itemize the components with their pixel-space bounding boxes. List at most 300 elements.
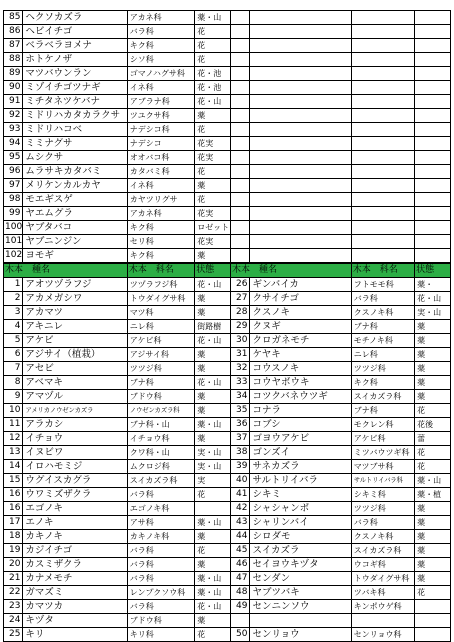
empty-cell — [250, 123, 351, 137]
row-number: 94 — [4, 137, 23, 151]
row-number: 8 — [4, 376, 23, 390]
status-cell: 薬 — [415, 558, 451, 572]
empty-cell — [415, 207, 451, 221]
empty-cell — [231, 249, 250, 264]
right-name-header: 木本 種名 — [231, 263, 352, 278]
family-name: カキノキ科 — [127, 530, 195, 544]
row-number: 37 — [231, 432, 250, 446]
row-number: 95 — [4, 151, 23, 165]
species-name: アカマツ — [23, 306, 127, 320]
empty-cell — [231, 53, 250, 67]
family-name: ブドウ科 — [127, 390, 195, 404]
species-name: ヨモギ — [23, 249, 127, 264]
status-cell: 薬・ — [415, 278, 451, 292]
species-name: メリケンカルカヤ — [23, 179, 127, 193]
empty-cell — [415, 221, 451, 235]
family-name: スイカズラ科 — [127, 474, 195, 488]
species-name: ホトケノザ — [23, 53, 127, 67]
status-cell: 薬 — [195, 530, 231, 544]
row-number: 86 — [4, 25, 23, 39]
status-cell: 花・池 — [195, 67, 231, 81]
empty-cell — [351, 193, 414, 207]
empty-cell — [250, 25, 351, 39]
empty-cell — [351, 179, 414, 193]
row-number: 16 — [4, 488, 23, 502]
species-name: ゴンズイ — [250, 446, 351, 460]
status-cell: 薬 — [195, 348, 231, 362]
row-number: 18 — [4, 530, 23, 544]
empty-cell — [250, 165, 351, 179]
family-name: バラ科 — [127, 488, 195, 502]
species-name: ケヤキ — [250, 348, 351, 362]
species-name: アジサイ（植栽） — [23, 348, 127, 362]
row-number: 44 — [231, 530, 250, 544]
table-row — [4, 249, 451, 264]
empty-cell — [231, 179, 250, 193]
empty-cell — [250, 81, 351, 95]
species-name: スイカズラ — [250, 544, 351, 558]
species-name: アメリカノウゼンカズラ — [23, 404, 127, 418]
species-name: エゴノキ — [23, 502, 127, 516]
species-name: アラカシ — [23, 418, 127, 432]
family-name: モチノキ科 — [351, 334, 414, 348]
species-sheet — [3, 10, 451, 642]
family-name: ブドウ科 — [127, 614, 195, 628]
row-number: 20 — [4, 558, 23, 572]
table-row — [4, 530, 451, 544]
table-row — [4, 207, 451, 221]
family-name: アブラナ科 — [127, 95, 195, 109]
row-number: 46 — [231, 558, 250, 572]
species-name: シロダモ — [250, 530, 351, 544]
family-name: トウダイグサ科 — [351, 572, 414, 586]
table-row — [4, 67, 451, 81]
empty-cell — [415, 39, 451, 53]
family-name: トウダイグサ科 — [127, 292, 195, 306]
species-name: センリョウ — [250, 628, 351, 642]
empty-cell — [415, 137, 451, 151]
empty-cell — [250, 193, 351, 207]
status-cell: 花 — [195, 53, 231, 67]
table-row — [4, 446, 451, 460]
status-cell: 薬 — [415, 320, 451, 334]
family-name: アケビ科 — [127, 334, 195, 348]
row-number: 93 — [4, 123, 23, 137]
family-name: ツユクサ科 — [127, 109, 195, 123]
empty-cell — [250, 39, 351, 53]
row-number: 40 — [231, 474, 250, 488]
status-cell: 薬 — [195, 404, 231, 418]
species-name: シャシャンボ — [250, 502, 351, 516]
table-row — [4, 544, 451, 558]
status-cell — [415, 614, 451, 628]
row-number: 26 — [231, 278, 250, 292]
family-name: モクレン科 — [351, 418, 414, 432]
species-name — [250, 614, 351, 628]
table-row — [4, 628, 451, 642]
family-name: クスノキ科 — [351, 306, 414, 320]
family-name: エゴノキ科 — [127, 502, 195, 516]
status-cell: 薬・山 — [415, 474, 451, 488]
empty-cell — [351, 249, 414, 264]
family-name: ブナ科 — [351, 320, 414, 334]
row-number: 28 — [231, 306, 250, 320]
empty-cell — [231, 221, 250, 235]
status-cell: 薬 — [195, 558, 231, 572]
family-name: ゴマノハグサ科 — [127, 67, 195, 81]
status-cell: 薬 — [415, 544, 451, 558]
status-cell: 実・山 — [195, 460, 231, 474]
row-number: 91 — [4, 95, 23, 109]
status-cell: 薬 — [415, 572, 451, 586]
table-row — [4, 137, 451, 151]
species-name: アマヅル — [23, 390, 127, 404]
family-name: アカネ科 — [127, 11, 195, 25]
row-number: 34 — [231, 390, 250, 404]
species-name: セイヨウキヅタ — [250, 558, 351, 572]
empty-cell — [231, 11, 250, 25]
status-cell: 花 — [415, 460, 451, 474]
status-cell — [415, 600, 451, 614]
empty-cell — [351, 11, 414, 25]
row-number: 33 — [231, 376, 250, 390]
table-row — [4, 11, 451, 25]
status-cell: 花 — [195, 544, 231, 558]
species-name: アベマキ — [23, 376, 127, 390]
species-name: コナラ — [250, 404, 351, 418]
empty-cell — [231, 165, 250, 179]
row-number: 6 — [4, 348, 23, 362]
family-name: フトモモ科 — [351, 278, 414, 292]
species-name: コウスノキ — [250, 362, 351, 376]
species-name: サルトリイバラ — [250, 474, 351, 488]
species-name: ヤブタバコ — [23, 221, 127, 235]
table-row — [4, 488, 451, 502]
family-name: クスノキ科 — [351, 530, 414, 544]
family-name: キンポウゲ科 — [351, 600, 414, 614]
status-cell: 実 — [195, 474, 231, 488]
status-cell: 花・山 — [195, 376, 231, 390]
status-cell: 花後 — [415, 418, 451, 432]
species-name: カジイチゴ — [23, 544, 127, 558]
family-name: アカネ科 — [127, 207, 195, 221]
empty-cell — [250, 151, 351, 165]
family-name: ノウゼンカズラ科 — [127, 404, 195, 418]
row-number: 102 — [4, 249, 23, 264]
species-name: マツバウンラン — [23, 67, 127, 81]
family-name: バラ科 — [127, 544, 195, 558]
status-cell: 花・池 — [195, 81, 231, 95]
table-row — [4, 320, 451, 334]
row-number: 48 — [231, 586, 250, 600]
row-number: 7 — [4, 362, 23, 376]
empty-cell — [250, 67, 351, 81]
species-name: シャリンバイ — [250, 516, 351, 530]
empty-cell — [351, 25, 414, 39]
family-name: クワ科・山 — [127, 446, 195, 460]
family-name: マツブサ科 — [351, 460, 414, 474]
row-number: 88 — [4, 53, 23, 67]
species-name: カマツカ — [23, 600, 127, 614]
empty-cell — [231, 193, 250, 207]
table-row — [4, 390, 451, 404]
row-number: 92 — [4, 109, 23, 123]
family-name: ムクロジ科 — [127, 460, 195, 474]
family-name: ツツジ科 — [127, 362, 195, 376]
species-name: ミミナグサ — [23, 137, 127, 151]
status-cell: 花 — [415, 586, 451, 600]
table-row — [4, 221, 451, 235]
status-cell: 花 — [195, 628, 231, 642]
empty-cell — [415, 123, 451, 137]
species-name: アキニレ — [23, 320, 127, 334]
table-row — [4, 418, 451, 432]
species-name: アカメガシワ — [23, 292, 127, 306]
row-number: 45 — [231, 544, 250, 558]
empty-cell — [351, 109, 414, 123]
species-name: モエギスゲ — [23, 193, 127, 207]
row-number: 16 — [4, 502, 23, 516]
family-name: シキミ科 — [351, 488, 414, 502]
status-cell: 薬 — [415, 502, 451, 516]
empty-cell — [415, 11, 451, 25]
table-row — [4, 109, 451, 123]
status-cell: 薬 — [415, 376, 451, 390]
row-number: 50 — [231, 628, 250, 642]
table-row — [4, 362, 451, 376]
family-name: ニレ科 — [127, 320, 195, 334]
row-number: 13 — [4, 446, 23, 460]
status-cell: 蕾 — [415, 432, 451, 446]
table-row — [4, 460, 451, 474]
species-name: コブシ — [250, 418, 351, 432]
species-name: ムシクサ — [23, 151, 127, 165]
empty-cell — [351, 137, 414, 151]
table-row — [4, 586, 451, 600]
table-row — [4, 572, 451, 586]
species-name: カスミザクラ — [23, 558, 127, 572]
status-cell: 薬 — [415, 334, 451, 348]
empty-cell — [351, 67, 414, 81]
row-number: 32 — [231, 362, 250, 376]
family-name: バラ科 — [127, 600, 195, 614]
species-name: ミドリハコベ — [23, 123, 127, 137]
row-number: 10 — [4, 404, 23, 418]
species-name: サネカズラ — [250, 460, 351, 474]
empty-cell — [415, 193, 451, 207]
empty-cell — [415, 151, 451, 165]
species-name: センニンソウ — [250, 600, 351, 614]
status-cell: 花 — [195, 165, 231, 179]
family-name: キリ科 — [127, 628, 195, 642]
table-row — [4, 474, 451, 488]
table-row — [4, 558, 451, 572]
family-name: キク科 — [127, 249, 195, 264]
family-name: レンプクソウ科 — [127, 586, 195, 600]
empty-cell — [351, 53, 414, 67]
status-cell: 街路樹 — [195, 320, 231, 334]
species-name: ウグイスカグラ — [23, 474, 127, 488]
family-name: アジサイ科 — [127, 348, 195, 362]
table-row — [4, 348, 451, 362]
row-number: 21 — [4, 572, 23, 586]
status-cell: 薬・山 — [195, 418, 231, 432]
status-cell — [195, 502, 231, 516]
row-number: 100 — [4, 221, 23, 235]
status-cell: 薬 — [195, 614, 231, 628]
family-name: アサ科 — [127, 516, 195, 530]
status-cell: 薬 — [195, 292, 231, 306]
table-row — [4, 235, 451, 249]
status-cell: 花 — [195, 25, 231, 39]
empty-cell — [231, 207, 250, 221]
row-number: 25 — [4, 628, 23, 642]
family-name: ブナ科 — [351, 404, 414, 418]
empty-cell — [231, 81, 250, 95]
table-row — [4, 334, 451, 348]
family-name: ツツジ科 — [351, 362, 414, 376]
empty-cell — [415, 235, 451, 249]
status-cell: 花・山 — [195, 278, 231, 292]
family-name: カタバミ科 — [127, 165, 195, 179]
empty-cell — [415, 109, 451, 123]
status-cell: 花実 — [195, 137, 231, 151]
empty-cell — [231, 25, 250, 39]
status-cell: 薬 — [415, 362, 451, 376]
species-name: ヤブツバキ — [250, 586, 351, 600]
table-row — [4, 614, 451, 628]
family-name: シソ科 — [127, 53, 195, 67]
table-row — [4, 25, 451, 39]
empty-cell — [415, 95, 451, 109]
empty-cell — [351, 81, 414, 95]
family-name: ミツバウツギ科 — [351, 446, 414, 460]
status-cell: ロゼット — [195, 221, 231, 235]
status-cell: 花実 — [195, 235, 231, 249]
empty-cell — [351, 235, 414, 249]
table-row — [4, 306, 451, 320]
row-number: 38 — [231, 446, 250, 460]
empty-cell — [250, 207, 351, 221]
empty-cell — [250, 53, 351, 67]
left-family-header: 木本 科名 — [127, 263, 195, 278]
row-number: 87 — [4, 39, 23, 53]
species-table — [3, 10, 451, 642]
row-number: 41 — [231, 488, 250, 502]
family-name: バラ科 — [127, 25, 195, 39]
status-cell: 薬 — [195, 390, 231, 404]
empty-cell — [351, 207, 414, 221]
empty-cell — [351, 39, 414, 53]
empty-cell — [351, 165, 414, 179]
row-number: 14 — [4, 460, 23, 474]
family-name: ニレ科 — [351, 348, 414, 362]
row-number: 27 — [231, 292, 250, 306]
status-cell: 薬・山 — [195, 572, 231, 586]
family-name: カヤツリグサ — [127, 193, 195, 207]
family-name: イネ科 — [127, 81, 195, 95]
family-name: マツ科 — [127, 306, 195, 320]
status-cell: 薬 — [415, 390, 451, 404]
species-name: ムラサキカタバミ — [23, 165, 127, 179]
table-row — [4, 165, 451, 179]
species-name: ミゾイチゴツナギ — [23, 81, 127, 95]
table-row — [4, 151, 451, 165]
empty-cell — [250, 221, 351, 235]
status-cell — [415, 628, 451, 642]
species-name: クスノキ — [250, 306, 351, 320]
status-cell: 花 — [415, 446, 451, 460]
empty-cell — [250, 179, 351, 193]
family-name: バラ科 — [351, 516, 414, 530]
herb-rows — [4, 11, 451, 264]
table-row — [4, 81, 451, 95]
table-row — [4, 502, 451, 516]
species-name: コウヤボウキ — [250, 376, 351, 390]
species-name: ヤブニンジン — [23, 235, 127, 249]
species-name: キリ — [23, 628, 127, 642]
family-name: ツツジ科 — [351, 502, 414, 516]
family-name: ブナ科 — [127, 376, 195, 390]
status-cell: 薬 — [195, 109, 231, 123]
empty-cell — [250, 137, 351, 151]
row-number: 47 — [231, 572, 250, 586]
empty-cell — [415, 249, 451, 264]
species-name: シキミ — [250, 488, 351, 502]
row-number: 31 — [231, 348, 250, 362]
row-number: 2 — [4, 292, 23, 306]
row-number: 42 — [231, 502, 250, 516]
species-name: ベラベラヨメナ — [23, 39, 127, 53]
row-number: 98 — [4, 193, 23, 207]
family-name: センリョウ科 — [351, 628, 414, 642]
status-cell: 花・山 — [195, 600, 231, 614]
status-cell: 薬 — [415, 530, 451, 544]
row-number: 19 — [4, 544, 23, 558]
family-name: アケビ科 — [351, 432, 414, 446]
species-name: エノキ — [23, 516, 127, 530]
empty-cell — [415, 53, 451, 67]
species-name: カナメモチ — [23, 572, 127, 586]
species-name: ヘビイチゴ — [23, 25, 127, 39]
family-name: オオバコ科 — [127, 151, 195, 165]
empty-cell — [231, 39, 250, 53]
species-name: イチョウ — [23, 432, 127, 446]
family-name: イチョウ科 — [127, 432, 195, 446]
family-name: サルトリイバラ科 — [351, 474, 414, 488]
family-name: スイカズラ科 — [351, 544, 414, 558]
family-name: ブナ科・山 — [127, 418, 195, 432]
species-name: カキノキ — [23, 530, 127, 544]
table-row — [4, 516, 451, 530]
empty-cell — [250, 95, 351, 109]
species-name: ウワミズザクラ — [23, 488, 127, 502]
empty-cell — [231, 235, 250, 249]
table-row — [4, 278, 451, 292]
family-name: キク科 — [127, 39, 195, 53]
empty-cell — [231, 109, 250, 123]
row-number: 90 — [4, 81, 23, 95]
status-cell: 薬 — [415, 516, 451, 530]
species-name: アケビ — [23, 334, 127, 348]
family-name: スイカズラ科 — [351, 390, 414, 404]
family-name: ツバキ科 — [351, 586, 414, 600]
species-name: イロハモミジ — [23, 460, 127, 474]
family-name: ツヅラフジ科 — [127, 278, 195, 292]
tree-header — [4, 263, 451, 278]
family-name: ウコギ科 — [351, 558, 414, 572]
right-status-header: 状態 — [415, 263, 451, 278]
